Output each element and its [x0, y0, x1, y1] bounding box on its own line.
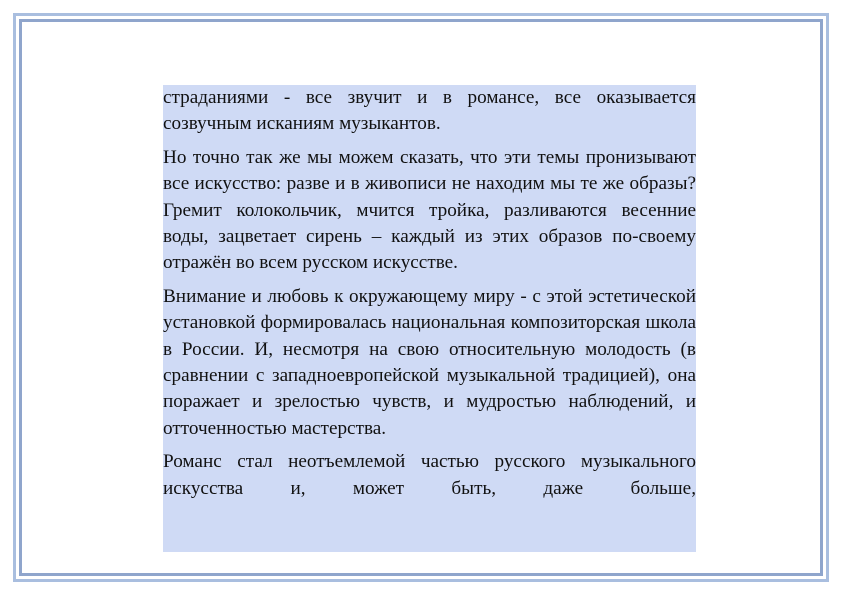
- text-block: [163, 85, 696, 552]
- paragraph-3: Внимание и любовь к окружающему миру - с этой эстетической установкой формировалась национальная композиторская школа в России. И, несмотря на свою относительную молодость (в сравнении с западноевропейской музыкальной традицией), она поражает и зрелостью чувств, и мудростью наблюдений, и отточенностью мастерства.: [163, 285, 696, 439]
- paragraph-2: Но точно так же мы можем сказать, что эти темы пронизывают все искусство: разве и в живописи не находим мы те же образы? Гремит колокольчик, мчится тройка, разливаются весенние воды, зацветает сирень – каждый из этих образов по-своему отражён во всем русском искусстве.: [163, 146, 696, 274]
- paragraph-1: страданиями - все звучит и в романсе, все оказывается созвучным исканиям музыкантов.: [163, 87, 696, 135]
- paragraph-4: Романс стал неотъемлемой частью русского музыкального искусства и, может быть, даже больше,: [163, 451, 696, 499]
